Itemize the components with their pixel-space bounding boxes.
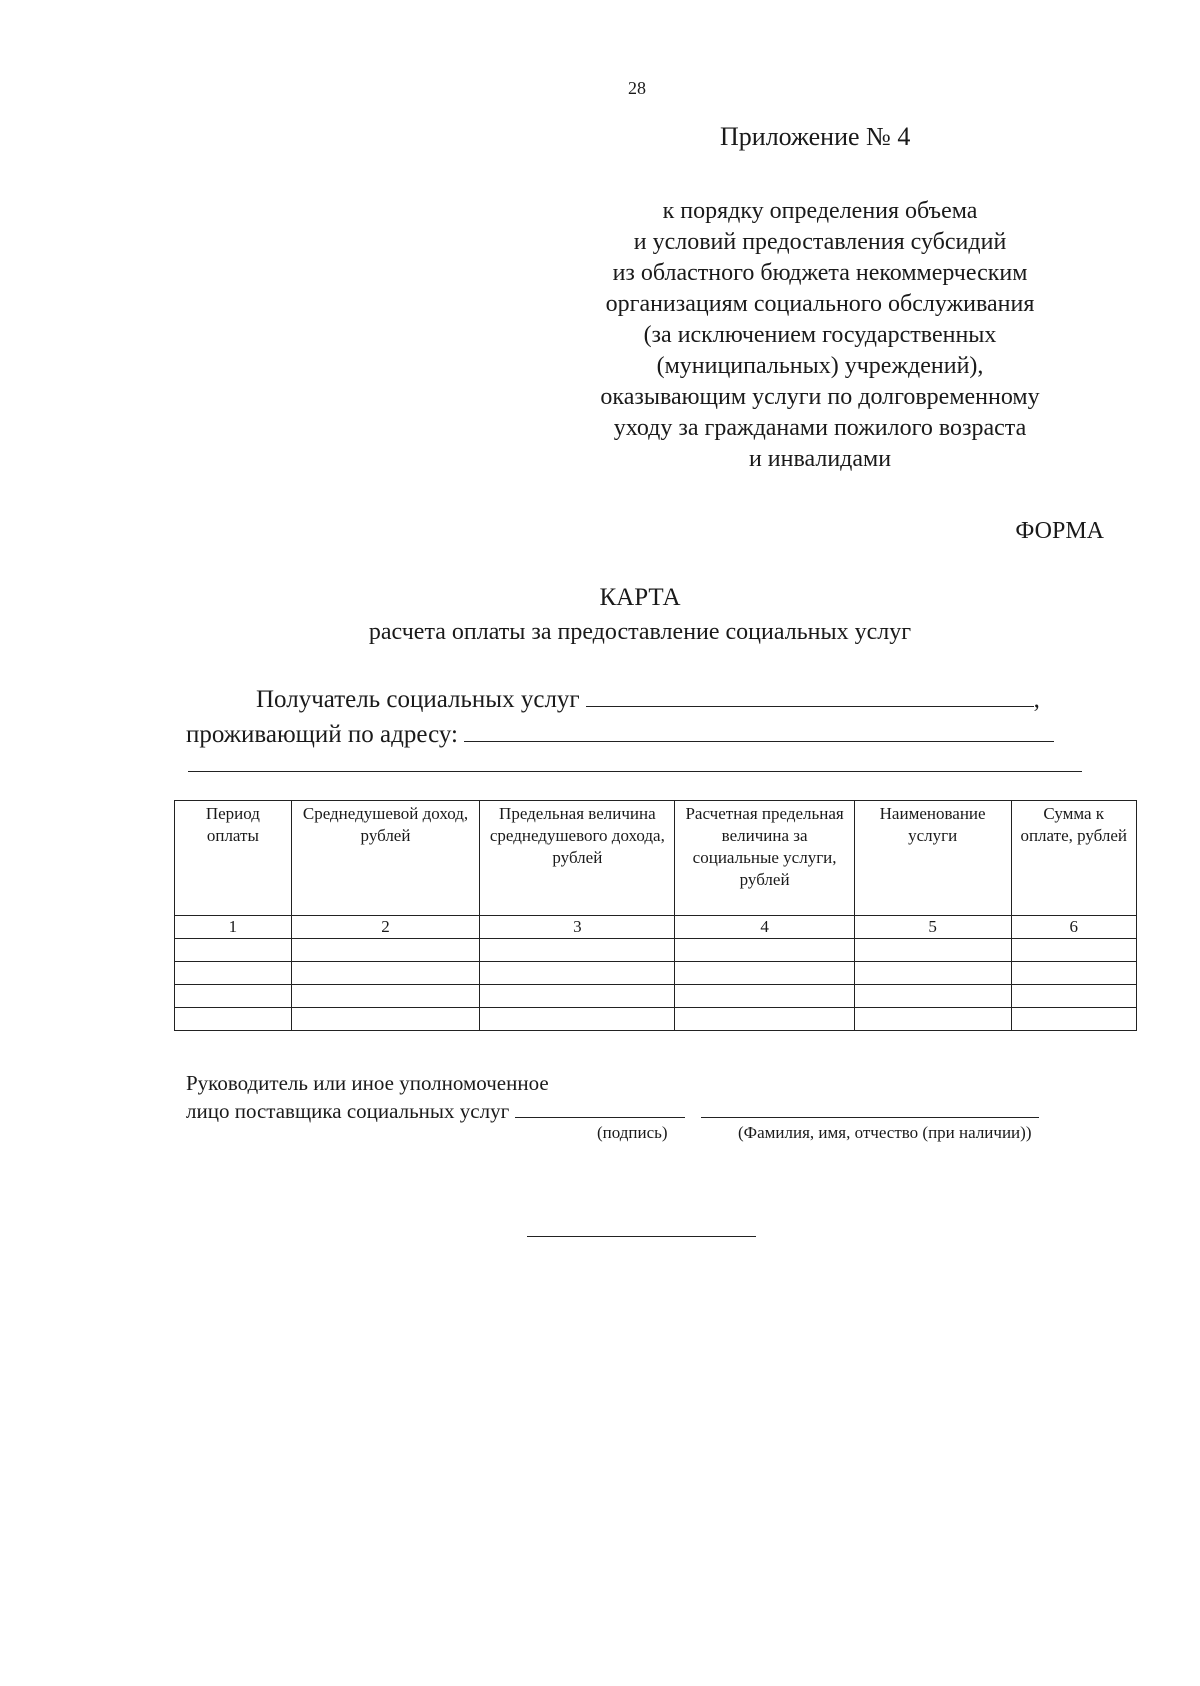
full-name-caption: (Фамилия, имя, отчество (при наличии)) (738, 1123, 1032, 1142)
table-cell[interactable] (480, 985, 675, 1008)
column-header-payment-period: Период оплаты (175, 801, 292, 916)
table-row (175, 1008, 1137, 1031)
recipient-comma: , (1033, 686, 1040, 713)
column-number: 2 (291, 916, 480, 939)
signer-title-line: Руководитель или иное уполномоченное (186, 1071, 549, 1095)
address-row (186, 719, 1054, 749)
table-cell[interactable] (854, 939, 1011, 962)
signer-title-text: лицо поставщика социальных услуг (186, 1099, 510, 1123)
table-cell[interactable] (854, 985, 1011, 1008)
address-field[interactable] (464, 719, 1054, 742)
card-subtitle: расчета оплаты за предоставление социальных услуг (368, 619, 912, 645)
table-cell[interactable] (291, 985, 480, 1008)
column-header-calculated-limit: Расчетная предельная величина за социальные услуги, рублей (675, 801, 854, 916)
column-number: 6 (1011, 916, 1137, 939)
appendix-description-line: (муниципальных) учреждений), (656, 353, 984, 379)
address-field-continuation[interactable] (188, 771, 1082, 772)
table-cell[interactable] (1011, 985, 1137, 1008)
table-cell[interactable] (675, 985, 854, 1008)
page-number: 28 (628, 78, 646, 98)
column-number-row (175, 916, 1137, 939)
signer-title-line (186, 1097, 1039, 1125)
table-row (175, 962, 1137, 985)
table-cell[interactable] (175, 985, 292, 1008)
table-cell[interactable] (675, 962, 854, 985)
table-cell[interactable] (175, 939, 292, 962)
column-number: 5 (854, 916, 1011, 939)
signature-field[interactable] (515, 1099, 685, 1118)
appendix-description-line: уходу за гражданами пожилого возраста (613, 415, 1027, 441)
table-row (175, 985, 1137, 1008)
form-label: ФОРМА (1015, 518, 1104, 544)
table-cell[interactable] (1011, 939, 1137, 962)
appendix-description-line: оказывающим услуги по долговременному (600, 384, 1040, 410)
table-cell[interactable] (480, 939, 675, 962)
appendix-description-line: организациям социального обслуживания (605, 291, 1035, 317)
table-cell[interactable] (854, 962, 1011, 985)
table-cell[interactable] (675, 1008, 854, 1031)
appendix-description-line: к порядку определения объема (662, 198, 978, 224)
table-cell[interactable] (291, 962, 480, 985)
column-number: 1 (175, 916, 292, 939)
recipient-label: Получатель социальных услуг (256, 686, 580, 713)
column-header-amount-due: Сумма к оплате, рублей (1011, 801, 1137, 916)
table-cell[interactable] (1011, 962, 1137, 985)
appendix-description-line: и инвалидами (748, 446, 892, 472)
signer-block (186, 1069, 1039, 1125)
signature-caption: (подпись) (597, 1123, 668, 1142)
appendix-description-line: из областного бюджета некоммерческим (612, 260, 1028, 286)
table-header-row (175, 801, 1137, 916)
table-cell[interactable] (175, 962, 292, 985)
table-cell[interactable] (854, 1008, 1011, 1031)
appendix-title: Приложение № 4 (720, 122, 911, 151)
table-cell[interactable] (1011, 1008, 1137, 1031)
end-divider (527, 1236, 756, 1237)
table-row (175, 939, 1137, 962)
appendix-description (520, 196, 1120, 475)
recipient-name-field[interactable] (586, 684, 1034, 707)
card-title: КАРТА (599, 584, 681, 611)
table-cell[interactable] (291, 939, 480, 962)
column-number: 3 (480, 916, 675, 939)
table-cell[interactable] (675, 939, 854, 962)
full-name-field[interactable] (701, 1099, 1039, 1118)
table-cell[interactable] (480, 1008, 675, 1031)
column-header-service-name: Наименование услуги (854, 801, 1011, 916)
table-cell[interactable] (480, 962, 675, 985)
column-header-income-limit: Предельная величина среднедушевого дохода, рублей (480, 801, 675, 916)
table-cell[interactable] (291, 1008, 480, 1031)
column-header-average-income: Среднедушевой доход, рублей (291, 801, 480, 916)
column-number: 4 (675, 916, 854, 939)
appendix-description-line: (за исключением государственных (643, 322, 997, 348)
appendix-description-line: и условий предоставления субсидий (633, 229, 1007, 255)
address-label: проживающий по адресу: (186, 721, 458, 748)
calculation-table (174, 800, 1137, 1031)
table-cell[interactable] (175, 1008, 292, 1031)
recipient-row (256, 684, 1040, 714)
